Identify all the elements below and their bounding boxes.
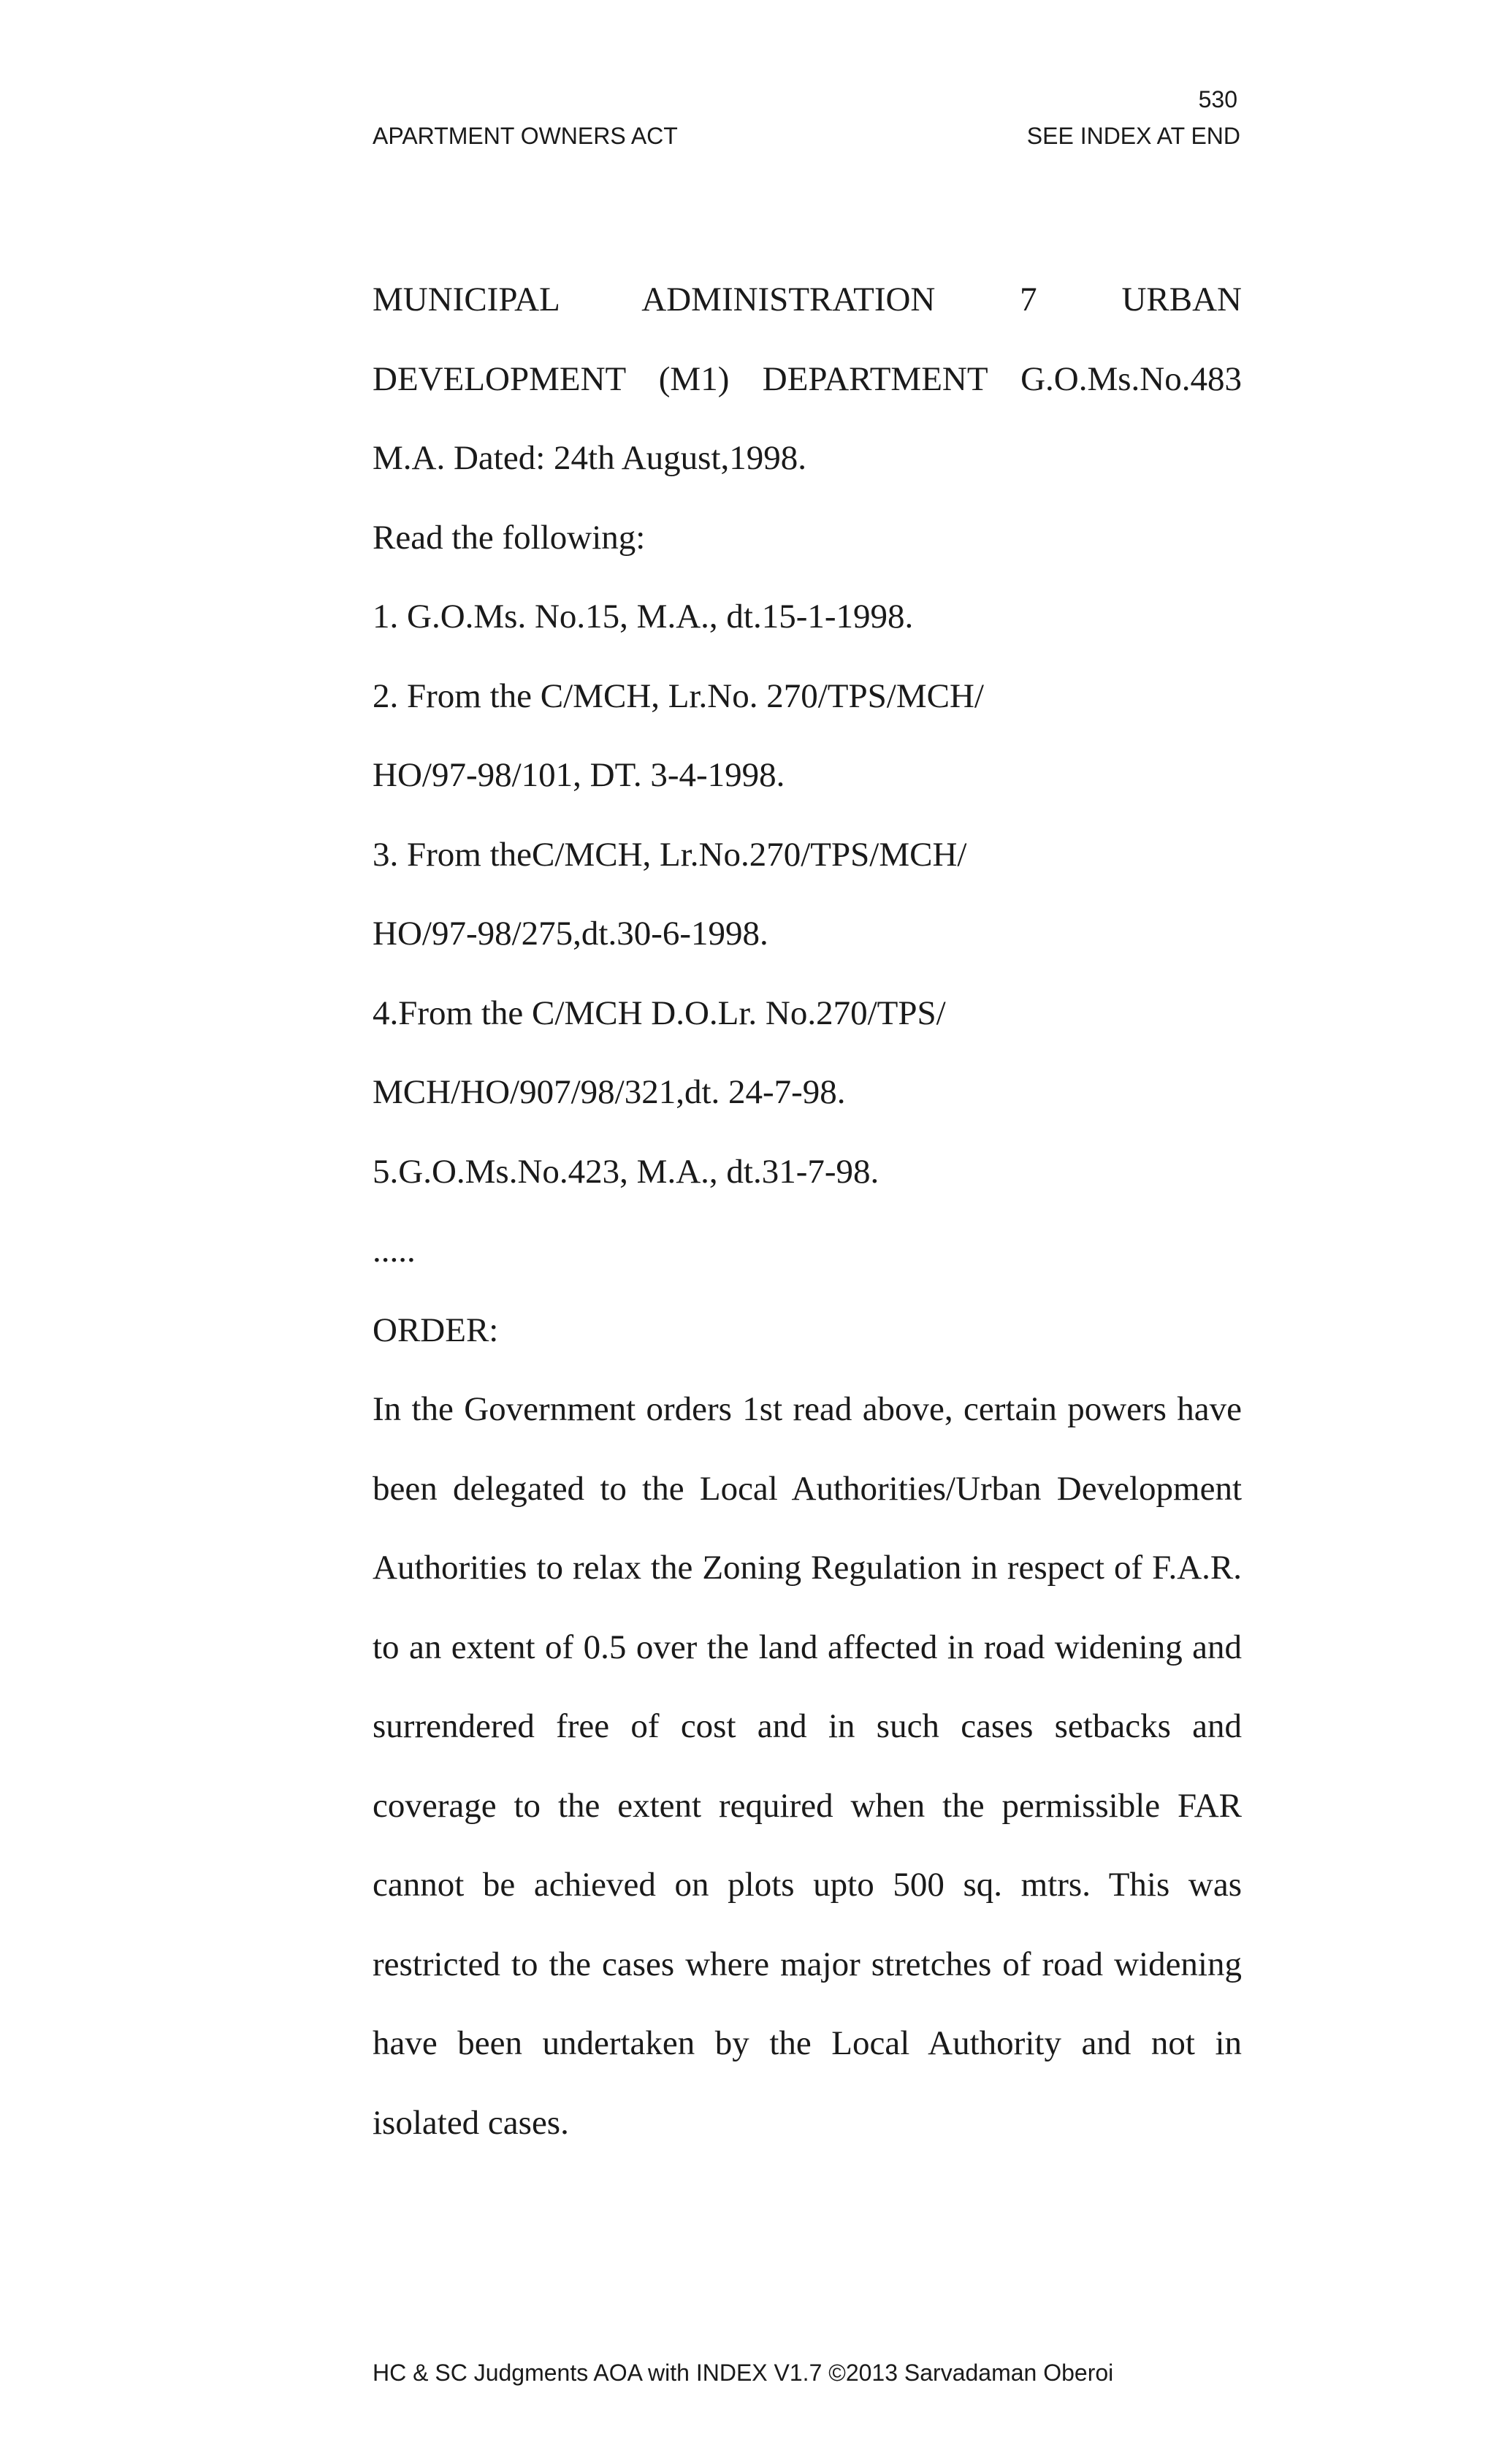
page-number: 530 xyxy=(1198,86,1237,112)
read-intro: Read the following: xyxy=(373,518,646,557)
document-body xyxy=(373,260,1242,2162)
reference-line: 4.From the C/MCH D.O.Lr. No.270/TPS/ xyxy=(373,993,946,1032)
heading-line-1: MUNICIPAL ADMINISTRATION 7 URBAN xyxy=(373,281,1242,319)
reference-line: 5.G.O.Ms.No.423, M.A., dt.31-7-98. xyxy=(373,1152,879,1191)
order-label: ORDER: xyxy=(373,1311,499,1349)
header-right-note: SEE INDEX AT END xyxy=(1026,123,1240,149)
running-header xyxy=(373,124,1240,148)
reference-line: 2. From the C/MCH, Lr.No. 270/TPS/MCH/ xyxy=(373,676,984,715)
order-paragraph: In the Government orders 1st read above, certain powers have been delegated to the Local Authorities/Urban Development Authorities to relax the Zoning Regulation in respect of F.A.R. to an extent of 0.5 over the land affected in road widening and surrendered free of cost and in such cases setbacks and coverage to the extent required when the permissible FAR cannot be achieved on plots upto 500 sq. mtrs. This was restricted to the cases where major stretches of road widening have been undertaken by the Local Authority and not in isolated cases. xyxy=(373,1390,1242,2142)
reference-line: 1. G.O.Ms. No.15, M.A., dt.15-1-1998. xyxy=(373,598,914,636)
separator-dots: ..... xyxy=(373,1232,416,1270)
heading-line-3: M.A. Dated: 24th August,1998. xyxy=(373,439,807,477)
header-left-title: APARTMENT OWNERS ACT xyxy=(373,123,678,149)
reference-line: HO/97-98/275,dt.30-6-1998. xyxy=(373,915,768,953)
reference-line: MCH/HO/907/98/321,dt. 24-7-98. xyxy=(373,1073,846,1111)
reference-line: HO/97-98/101, DT. 3-4-1998. xyxy=(373,756,785,794)
page-footer: HC & SC Judgments AOA with INDEX V1.7 ©2013 Sarvadaman Oberoi xyxy=(373,2360,1114,2386)
reference-line: 3. From theC/MCH, Lr.No.270/TPS/MCH/ xyxy=(373,835,967,874)
heading-line-2: DEVELOPMENT (M1) DEPARTMENT G.O.Ms.No.483 xyxy=(373,359,1242,398)
